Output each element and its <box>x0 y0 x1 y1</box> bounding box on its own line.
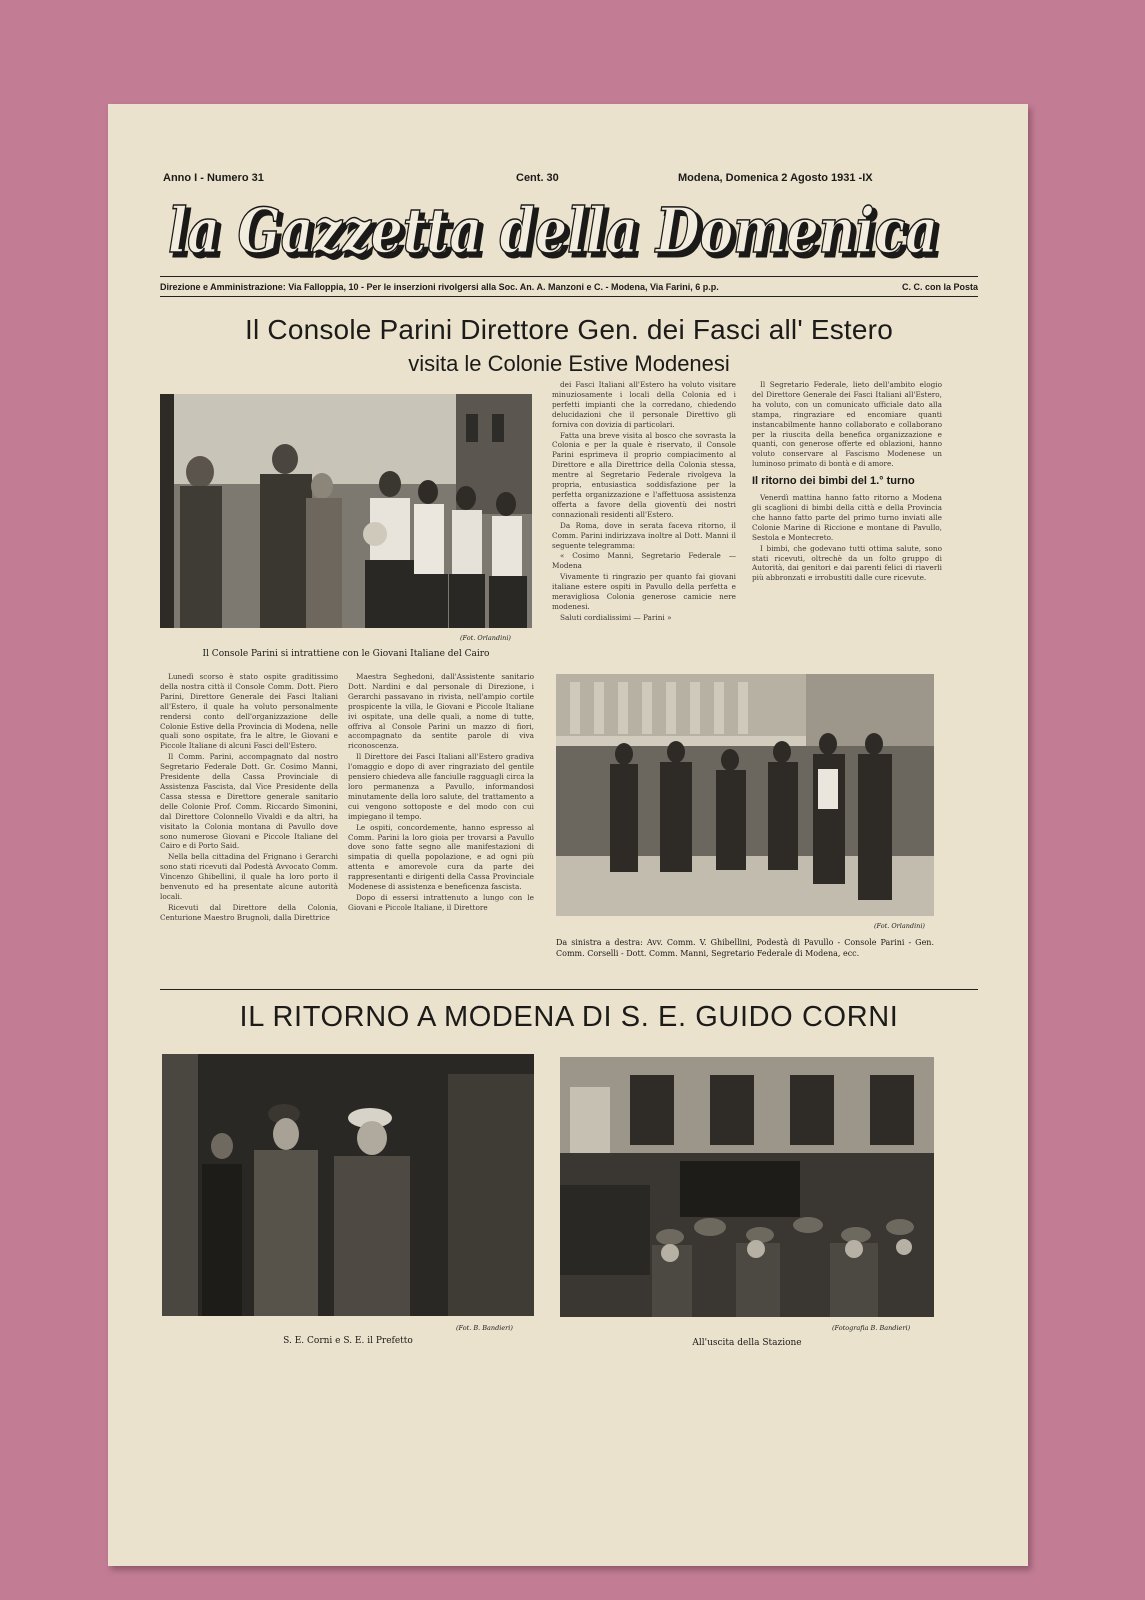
paragraph: Maestra Seghedoni, dall'Assistente sanitario Dott. Nardini e dal personale di Direzione, i Gerarchi passavano in rivista, nell'ampio cortile prospicente la villa, le Giovani e Piccole Italiane ivi ospitate, una delle quali, a nome di tutte, offriva al Console Parini un mazzo di fiori, accompagnato da sentite parole di viva riconoscenza. <box>348 672 534 751</box>
photo-station-exit <box>560 1057 934 1317</box>
paragraph: dei Fasci Italiani all'Estero ha voluto visitare minuziosamente i locali della Colonia ed i perfetti impianti che la corredano, chiedendo delucidazioni che il personale Direttivo gli forniva con dovizia di particolari. <box>552 380 736 429</box>
telegram-signature: Saluti cordialissimi — Parini » <box>560 612 672 622</box>
paragraph: Il Segretario Federale, lieto dell'ambito elogio del Direttore Generale dei Fasci Italiani all'Estero, ha voluto, con un comunicato ufficiale dato alla stampa, ringraziare ed encomiare quanti instancabilmente hanno collaborato e collaborano per la riuscita della benefica organizzazione e quanti, con generose offerte ed oblazioni, hanno voluto conservare al Fascismo Modenese un luminoso primato di bontà e di amore. <box>752 380 942 469</box>
text-column-3 <box>552 380 736 664</box>
postal-info: C. C. con la Posta <box>901 282 978 292</box>
article-subheadline: visita le Colonie Estive Modenesi <box>408 351 730 376</box>
paragraph: Ricevuti dal Direttore della Colonia, Centurione Maestro Brugnoli, dalla Direttrice <box>160 902 338 922</box>
photo1-credit: (Fot. Orlandini) <box>460 634 511 642</box>
newspaper-page <box>108 104 1028 1566</box>
telegram-text: Vivamente ti ringrazio per quanto fai giovani italiane estere ospiti in Pavullo della perfetta e meravigliosa Colonia generose camicie nere modenesi. <box>552 572 736 611</box>
paragraph: Venerdì mattina hanno fatto ritorno a Modena gli scaglioni di bimbi della città e della Provincia che hanno fatto parte del primo turno inviati alle Colonie Marine di Riccione e montane di Pavullo, Sestola e Montecreto. <box>752 493 942 542</box>
text-column-4 <box>752 380 942 664</box>
price: Cent. 30 <box>516 172 559 184</box>
article2-headline: IL RITORNO A MODENA DI S. E. GUIDO CORNI <box>239 1001 899 1033</box>
paragraph: Il Comm. Parini, accompagnato dal nostro Segretario Federale Dott. Gr. Cosimo Manni, Presidente della Cassa Provinciale di Assistenza Fascista, dal Vice Presidente della Cassa stessa e Direttore generale sanitario delle Colonie Prof. Comm. Riccardo Simonini, dal Direttore Colonnello Vivaldi e da altri, ha visitato la Colonia montana di Pavullo dove sono numerose Giovani e Piccole Italiane del Cairo e di Porto Said. <box>160 752 338 851</box>
issue-number: Anno I - Numero 31 <box>163 172 264 184</box>
photo2-credit: (Fot. Orlandini) <box>874 922 925 930</box>
paragraph: Dopo di essersi intrattenuto a lungo con le Giovani e Piccole Italiane, il Direttore <box>348 892 534 912</box>
subhead-ritorno-bimbi: Il ritorno dei bimbi del 1.° turno <box>752 475 915 488</box>
article-headline: Il Console Parini Direttore Gen. dei Fasci all' Estero <box>245 314 893 345</box>
paragraph: I bimbi, che godevano tutti ottima salute, sono stati ricevuti, oltrechè da un folto gruppo di Autorità, dai genitori e dai parenti felici di riaverli più abbronzati e irrobustiti dalle cure ricevute. <box>752 543 942 583</box>
text-column-2 <box>348 672 534 977</box>
photo2-caption: Da sinistra a destra: Avv. Comm. V. Ghibellini, Podestà di Pavullo - Console Parini - Gen. Comm. Corselli - Dott. Comm. Manni, Segretario Federale di Modena, ecc. <box>556 938 934 958</box>
dateline: Modena, Domenica 2 Agosto 1931 -IX <box>678 172 873 184</box>
paragraph: Da Roma, dove in serata faceva ritorno, il Comm. Parini indirizzava inoltre al Dott. Manni il seguente telegramma: <box>552 520 736 550</box>
photo4-caption: All'uscita della Stazione <box>692 1338 802 1348</box>
masthead-rule-bottom <box>160 296 978 297</box>
telegram-address: « Cosimo Manni, Segretario Federale — Modena <box>552 551 736 571</box>
paragraph: Il Direttore dei Fasci Italiani all'Estero gradiva l'omaggio e dopo di aver ringraziato del gentile pensiero chiedeva alle fanciulle ragguagli circa la loro permanenza a Pavullo, informandosi minutamente della loro salute, del trattamento a cui vengono sottoposte e del modo con cui impiegano il tempo. <box>348 752 534 821</box>
section-rule <box>160 989 978 990</box>
photo-corni-and-prefetto <box>162 1054 534 1316</box>
photo1-caption: Il Console Parini si intrattiene con le Giovani Italiane del Cairo <box>202 649 490 659</box>
photo3-caption: S. E. Corni e S. E. il Prefetto <box>283 1336 413 1346</box>
masthead-title: la Gazzetta della Domenica <box>172 198 942 270</box>
text-column-1 <box>160 672 338 977</box>
paragraph: Le ospiti, concordemente, hanno espresso al Comm. Parini la loro gioia per trovarsi a Pavullo dove sono fatte segno alle manifestazioni di simpatia di quella popolazione, e ad ogni più attenta e amorevole cura da parte dei rappresentanti e dirigenti della Cassa Provinciale Modenese di assistenza e beneficenza fascista. <box>348 822 534 892</box>
paragraph: Nella bella cittadina del Frignano i Gerarchi sono stati ricevuti dal Podestà Avvocato Comm. Vincenzo Ghibellini, il quale ha loro porto il benvenuto ed ha presentate alcune autorità locali. <box>160 852 338 901</box>
photo3-credit: (Fot. B. Bandieri) <box>456 1324 513 1332</box>
photo-girls-of-cairo <box>160 394 532 628</box>
paragraph: Fatta una breve visita al bosco che sovrasta la Colonia e per la quale è riservato, il Console Parini esprimeva il proprio compiacimento al Direttore e alla Direttrice della Colonia stessa, mentre al Segretario Federale rivolgeva la propria, entusiastica soddisfazione per la perfetta organizzazione e l'affettuosa assistenza offerta a favore della gioventù dei nostri connazionali residenti all'Estero. <box>552 430 736 519</box>
masthead-info-line <box>160 282 978 292</box>
masthead-rule-top <box>160 276 978 277</box>
masthead-title-face: la Gazzetta della Domenica <box>168 194 938 267</box>
paragraph: Lunedì scorso è stato ospite graditissimo della nostra città il Console Comm. Dott. Piero Parini, Direttore Generale dei Fasci Italiani all'Estero, il quale ha voluto personalmente rendersi conto dell'organizzazione delle Colonie Estive della Provincia di Modena, nelle quali sono ospitate, fra le altre, le Giovani e Piccole Italiane di alcuni Fasci dell'Estero. <box>160 672 338 751</box>
photo-group-at-balustrade <box>556 674 934 916</box>
masthead <box>166 186 946 270</box>
photo4-credit: (Fotografia B. Bandieri) <box>832 1324 911 1332</box>
administration-info: Direzione e Amministrazione: Via Falloppia, 10 - Per le inserzioni rivolgersi alla Soc. An. A. Manzoni e C. - Modena, Via Farini, 6 p.p. <box>160 282 719 292</box>
